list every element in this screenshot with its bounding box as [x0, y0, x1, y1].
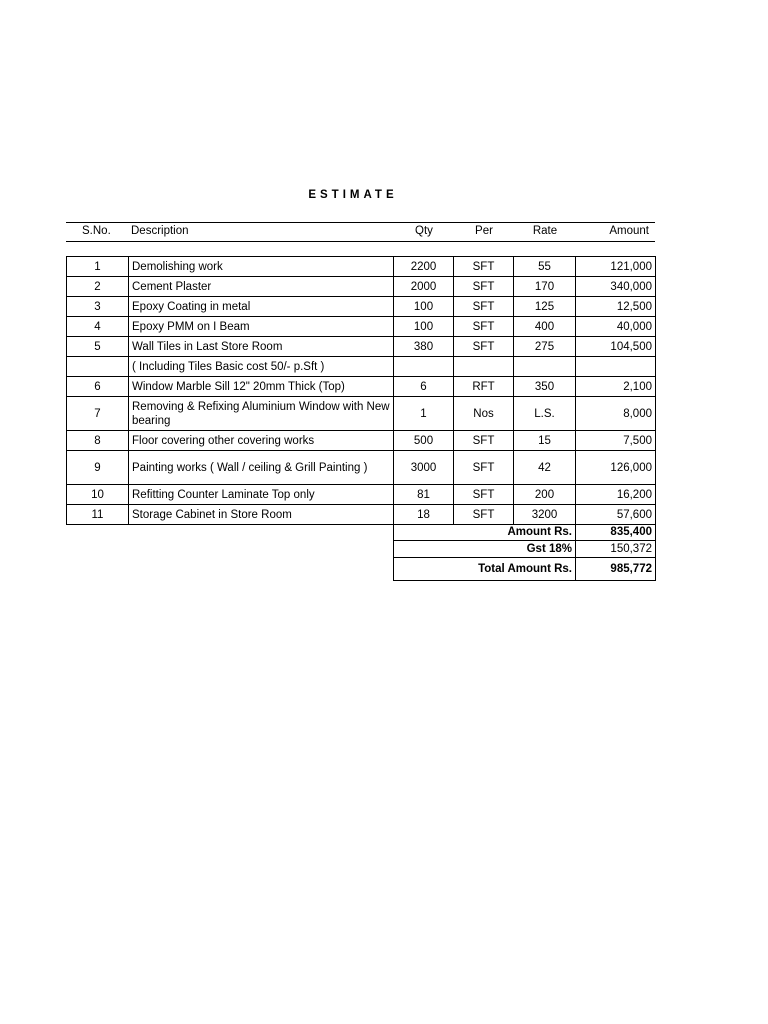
cell-description: Window Marble Sill 12" 20mm Thick (Top) — [129, 377, 394, 397]
totals-row-gst — [394, 541, 656, 558]
table-row — [67, 451, 656, 485]
cell-rate — [514, 357, 576, 377]
cell-sno: 4 — [67, 317, 129, 337]
cell-description: ( Including Tiles Basic cost 50/- p.Sft ) — [129, 357, 394, 377]
table-row — [67, 297, 656, 317]
total-value: 985,772 — [576, 558, 656, 581]
totals-table — [393, 524, 656, 581]
cell-amount: 16,200 — [576, 485, 656, 505]
header-amount: Amount — [609, 225, 649, 237]
table-row — [67, 485, 656, 505]
gst-value: 150,372 — [576, 541, 656, 558]
header-rate: Rate — [532, 225, 558, 237]
cell-sno: 6 — [67, 377, 129, 397]
cell-sno: 3 — [67, 297, 129, 317]
cell-rate: 15 — [514, 431, 576, 451]
cell-per: SFT — [454, 317, 514, 337]
table-row — [67, 277, 656, 297]
cell-sno: 7 — [67, 397, 129, 431]
cell-description: Cement Plaster — [129, 277, 394, 297]
cell-description: Storage Cabinet in Store Room — [129, 505, 394, 525]
cell-qty: 2200 — [394, 257, 454, 277]
cell-qty: 1 — [394, 397, 454, 431]
cell-qty: 100 — [394, 297, 454, 317]
estimate-table — [66, 256, 656, 525]
cell-per: Nos — [454, 397, 514, 431]
header-qty: Qty — [415, 225, 433, 237]
cell-qty: 500 — [394, 431, 454, 451]
gst-label: Gst 18% — [394, 541, 576, 558]
cell-description: Epoxy PMM on I Beam — [129, 317, 394, 337]
cell-per: SFT — [454, 485, 514, 505]
table-row — [67, 431, 656, 451]
cell-description: Refitting Counter Laminate Top only — [129, 485, 394, 505]
amount-value: 835,400 — [576, 524, 656, 541]
cell-description: Removing & Refixing Aluminium Window with New bearing — [129, 397, 394, 431]
cell-rate: 400 — [514, 317, 576, 337]
cell-amount: 7,500 — [576, 431, 656, 451]
cell-sno: 10 — [67, 485, 129, 505]
cell-sno: 9 — [67, 451, 129, 485]
cell-per: SFT — [454, 451, 514, 485]
cell-sno: 11 — [67, 505, 129, 525]
total-label: Total Amount Rs. — [478, 562, 572, 575]
table-header — [66, 222, 655, 242]
cell-rate: 42 — [514, 451, 576, 485]
cell-rate: L.S. — [514, 397, 576, 431]
cell-per: SFT — [454, 505, 514, 525]
cell-rate: 3200 — [514, 505, 576, 525]
cell-rate: 200 — [514, 485, 576, 505]
table-row — [67, 257, 656, 277]
cell-amount — [576, 357, 656, 377]
header-description: Description — [131, 225, 189, 237]
header-sno: S.No. — [82, 225, 111, 237]
cell-qty — [394, 357, 454, 377]
table-row — [67, 357, 656, 377]
table-row — [67, 317, 656, 337]
cell-per: SFT — [454, 431, 514, 451]
table-row — [67, 337, 656, 357]
cell-amount: 57,600 — [576, 505, 656, 525]
document-title: ESTIMATE — [308, 189, 398, 201]
cell-rate: 55 — [514, 257, 576, 277]
cell-description: Floor covering other covering works — [129, 431, 394, 451]
cell-description: Painting works ( Wall / ceiling & Grill Painting ) — [129, 451, 394, 485]
cell-sno: 1 — [67, 257, 129, 277]
totals-row-amount — [394, 524, 656, 541]
header-per: Per — [475, 225, 493, 237]
cell-per: RFT — [454, 377, 514, 397]
cell-amount: 12,500 — [576, 297, 656, 317]
cell-qty: 6 — [394, 377, 454, 397]
cell-description: Demolishing work — [129, 257, 394, 277]
cell-amount: 340,000 — [576, 277, 656, 297]
cell-amount: 104,500 — [576, 337, 656, 357]
cell-sno — [67, 357, 129, 377]
cell-qty: 3000 — [394, 451, 454, 485]
cell-per — [454, 357, 514, 377]
cell-per: SFT — [454, 337, 514, 357]
table-row — [67, 397, 656, 431]
cell-rate: 170 — [514, 277, 576, 297]
cell-per: SFT — [454, 277, 514, 297]
cell-qty: 18 — [394, 505, 454, 525]
cell-sno: 2 — [67, 277, 129, 297]
table-row — [67, 505, 656, 525]
cell-description: Epoxy Coating in metal — [129, 297, 394, 317]
cell-amount: 126,000 — [576, 451, 656, 485]
cell-amount: 2,100 — [576, 377, 656, 397]
cell-per: SFT — [454, 257, 514, 277]
cell-sno: 8 — [67, 431, 129, 451]
totals-row-total — [394, 558, 656, 581]
table-row — [67, 377, 656, 397]
cell-rate: 275 — [514, 337, 576, 357]
cell-per: SFT — [454, 297, 514, 317]
cell-qty: 81 — [394, 485, 454, 505]
amount-label: Amount Rs. — [394, 524, 576, 541]
cell-qty: 2000 — [394, 277, 454, 297]
cell-qty: 100 — [394, 317, 454, 337]
cell-sno: 5 — [67, 337, 129, 357]
cell-amount: 40,000 — [576, 317, 656, 337]
cell-description: Wall Tiles in Last Store Room — [129, 337, 394, 357]
cell-amount: 8,000 — [576, 397, 656, 431]
cell-rate: 125 — [514, 297, 576, 317]
cell-amount: 121,000 — [576, 257, 656, 277]
cell-rate: 350 — [514, 377, 576, 397]
cell-qty: 380 — [394, 337, 454, 357]
